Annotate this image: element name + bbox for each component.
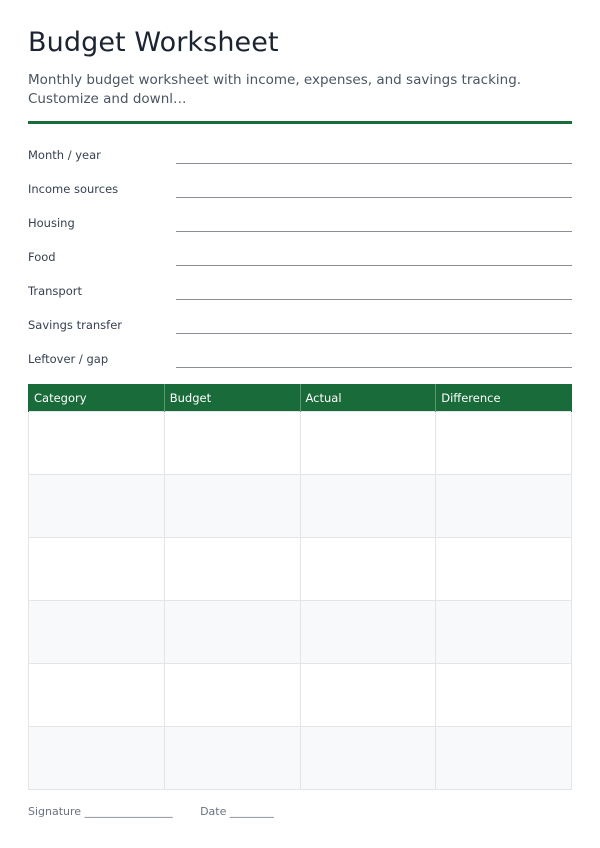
field-housing bbox=[28, 214, 572, 248]
table-header-row bbox=[29, 384, 572, 412]
table-cell[interactable] bbox=[29, 727, 165, 790]
field-savings-transfer bbox=[28, 316, 572, 350]
table-cell[interactable] bbox=[436, 538, 572, 601]
column-header-budget: Budget bbox=[164, 384, 300, 412]
table-cell[interactable] bbox=[436, 664, 572, 727]
column-header-category: Category bbox=[29, 384, 165, 412]
field-food bbox=[28, 248, 572, 282]
field-month-year bbox=[28, 146, 572, 180]
field-label: Leftover / gap bbox=[28, 352, 109, 366]
table-cell[interactable] bbox=[29, 412, 165, 475]
field-leftover-gap bbox=[28, 350, 572, 384]
field-fill-line[interactable] bbox=[176, 367, 572, 368]
table-cell[interactable] bbox=[29, 475, 165, 538]
table-row bbox=[29, 664, 572, 727]
budget-table bbox=[28, 384, 572, 790]
header-divider bbox=[28, 121, 572, 124]
field-fill-line[interactable] bbox=[176, 299, 572, 300]
table-cell[interactable] bbox=[29, 664, 165, 727]
column-header-difference: Difference bbox=[436, 384, 572, 412]
field-label: Transport bbox=[28, 284, 82, 298]
field-fill-line[interactable] bbox=[176, 163, 572, 164]
table-cell[interactable] bbox=[436, 475, 572, 538]
table-cell[interactable] bbox=[164, 601, 300, 664]
table-cell[interactable] bbox=[164, 538, 300, 601]
signature-footer bbox=[28, 805, 274, 818]
signature-line[interactable]: Signature ________________ bbox=[28, 805, 173, 818]
table-cell[interactable] bbox=[300, 727, 436, 790]
table-cell[interactable] bbox=[164, 412, 300, 475]
table-cell[interactable] bbox=[436, 412, 572, 475]
table-row bbox=[29, 538, 572, 601]
table-cell[interactable] bbox=[436, 601, 572, 664]
table-row bbox=[29, 601, 572, 664]
table-cell[interactable] bbox=[164, 727, 300, 790]
table-cell[interactable] bbox=[164, 475, 300, 538]
field-label: Savings transfer bbox=[28, 318, 122, 332]
field-label: Food bbox=[28, 250, 56, 264]
field-fill-line[interactable] bbox=[176, 197, 572, 198]
field-label: Month / year bbox=[28, 148, 101, 162]
table-cell[interactable] bbox=[300, 601, 436, 664]
table-row bbox=[29, 727, 572, 790]
date-line[interactable]: Date ________ bbox=[200, 805, 274, 818]
field-fill-line[interactable] bbox=[176, 333, 572, 334]
page-title: Budget Worksheet bbox=[28, 27, 279, 58]
table-cell[interactable] bbox=[164, 664, 300, 727]
table-cell[interactable] bbox=[300, 538, 436, 601]
table-cell[interactable] bbox=[29, 601, 165, 664]
table-cell[interactable] bbox=[300, 664, 436, 727]
table-row bbox=[29, 475, 572, 538]
fields-section bbox=[28, 146, 572, 384]
field-label: Income sources bbox=[28, 182, 119, 196]
table-cell[interactable] bbox=[29, 538, 165, 601]
table-cell[interactable] bbox=[436, 727, 572, 790]
field-fill-line[interactable] bbox=[176, 231, 572, 232]
table-cell[interactable] bbox=[300, 412, 436, 475]
field-label: Housing bbox=[28, 216, 75, 230]
worksheet-page bbox=[28, 0, 572, 848]
field-income-sources bbox=[28, 180, 572, 214]
page-subtitle: Monthly budget worksheet with income, expenses, and savings tracking. Customize and downl… bbox=[28, 72, 522, 107]
field-transport bbox=[28, 282, 572, 316]
table-row bbox=[29, 412, 572, 475]
column-header-actual: Actual bbox=[300, 384, 436, 412]
field-fill-line[interactable] bbox=[176, 265, 572, 266]
table-cell[interactable] bbox=[300, 475, 436, 538]
